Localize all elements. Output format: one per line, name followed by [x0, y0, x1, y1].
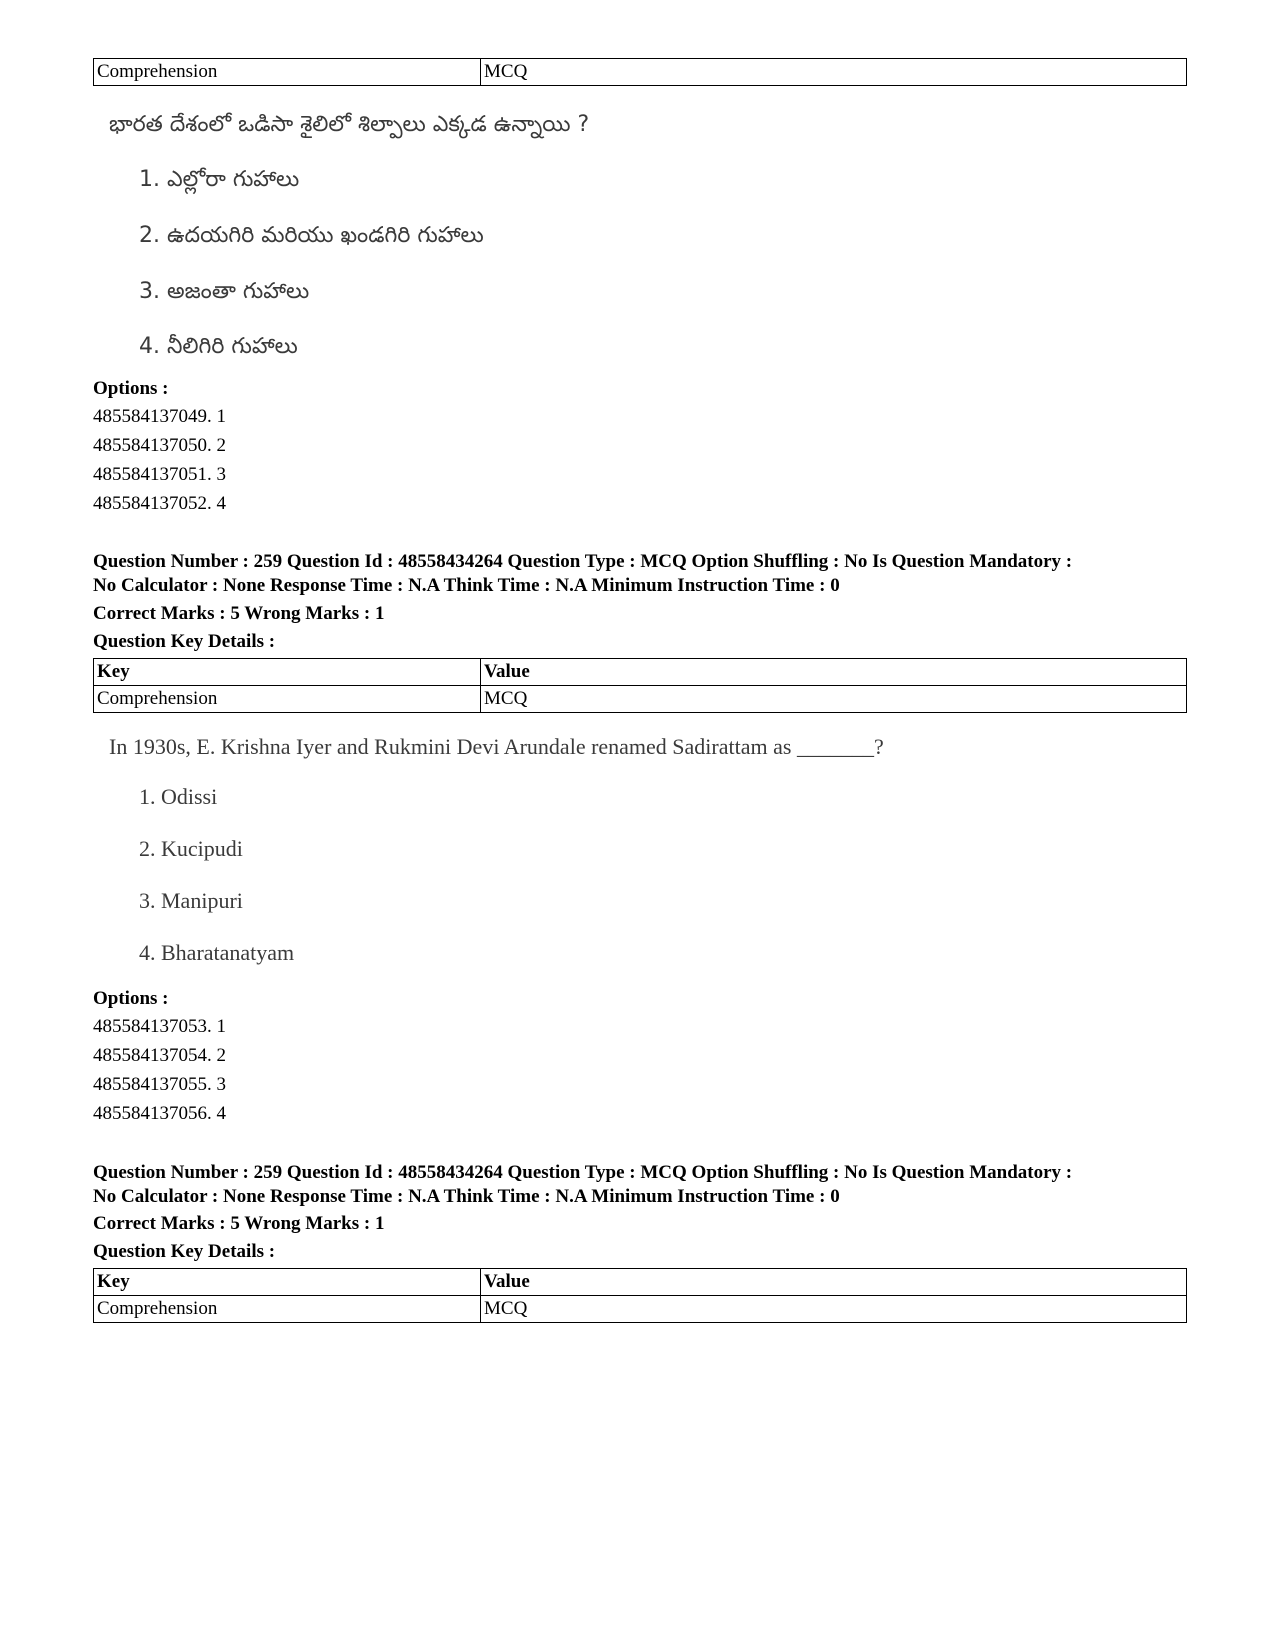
- choice-text: 1. Odissi: [139, 784, 218, 809]
- question-choice: [93, 332, 298, 362]
- option-line: 485584137050. 2: [93, 435, 226, 456]
- question-choice: [93, 938, 294, 968]
- question-meta-line-2: No Calculator : None Response Time : N.A Think Time : N.A Minimum Instruction Time : 0: [93, 1186, 840, 1207]
- question-choice: [93, 277, 309, 307]
- question-choice: [93, 782, 217, 812]
- table-row: [94, 1296, 1187, 1323]
- options-label: Options :: [93, 378, 169, 399]
- table-header-row: [94, 659, 1187, 686]
- option-line: 485584137053. 1: [93, 1016, 226, 1037]
- key-details-table-top: [93, 58, 1187, 86]
- question-meta: [93, 1161, 1193, 1209]
- question-choice: [93, 886, 243, 916]
- choice-text: 4. నీలిగిరి గుహాలు: [139, 334, 298, 359]
- table-header-value: Value: [481, 659, 1187, 686]
- key-details-label: Question Key Details :: [93, 631, 276, 652]
- question-choice: [93, 165, 299, 195]
- question-meta-line-2: No Calculator : None Response Time : N.A Think Time : N.A Minimum Instruction Time : 0: [93, 575, 840, 596]
- choice-text: 1. ఎల్లోరా గుహాలు: [139, 167, 300, 192]
- table-cell-key: Comprehension: [94, 59, 481, 86]
- question-stem: భారత దేశంలో ఒడిసా శైలిలో శిల్పాలు ఎక్కడ ఉన్నాయి ?: [109, 112, 590, 137]
- choice-text: 2. ఉదయగిరి మరియు ఖండగిరి గుహాలు: [139, 223, 484, 248]
- choice-text: 3. అజంతా గుహాలు: [139, 279, 310, 304]
- table-header-row: [94, 1269, 1187, 1296]
- table-header-key: Key: [94, 1269, 481, 1296]
- option-line: 485584137052. 4: [93, 493, 226, 514]
- table-header-key: Key: [94, 659, 481, 686]
- marks-line: Correct Marks : 5 Wrong Marks : 1: [93, 1213, 385, 1234]
- table-header-value: Value: [481, 1269, 1187, 1296]
- table-cell-value: MCQ: [481, 686, 1187, 713]
- table-cell-key: Comprehension: [94, 686, 481, 713]
- option-line: 485584137051. 3: [93, 464, 226, 485]
- table-row: [94, 59, 1187, 86]
- marks-line: Correct Marks : 5 Wrong Marks : 1: [93, 603, 385, 624]
- question-meta-line-1: Question Number : 259 Question Id : 48558434264 Question Type : MCQ Option Shuffling : No Is Question Mandatory :: [93, 551, 1073, 572]
- question-stem: In 1930s, E. Krishna Iyer and Rukmini Devi Arundale renamed Sadirattam as _______?: [109, 734, 884, 759]
- option-line: 485584137055. 3: [93, 1074, 226, 1095]
- question-image-telugu: [93, 110, 589, 140]
- options-list: [93, 402, 226, 518]
- key-details-label: Question Key Details :: [93, 1241, 276, 1262]
- choice-text: 4. Bharatanatyam: [139, 940, 295, 965]
- table-cell-value: MCQ: [481, 1296, 1187, 1323]
- question-image-english: [93, 732, 884, 762]
- option-line: 485584137049. 1: [93, 406, 226, 427]
- question-choice: [93, 221, 484, 251]
- options-label: Options :: [93, 988, 169, 1009]
- choice-text: 3. Manipuri: [139, 888, 243, 913]
- table-cell-key: Comprehension: [94, 1296, 481, 1323]
- options-list: [93, 1012, 226, 1128]
- key-details-table: [93, 1268, 1187, 1323]
- question-meta: [93, 550, 1193, 598]
- question-choice: [93, 834, 243, 864]
- choice-text: 2. Kucipudi: [139, 836, 243, 861]
- key-details-table: [93, 658, 1187, 713]
- table-cell-value: MCQ: [481, 59, 1187, 86]
- question-meta-line-1: Question Number : 259 Question Id : 48558434264 Question Type : MCQ Option Shuffling : No Is Question Mandatory :: [93, 1162, 1073, 1183]
- option-line: 485584137056. 4: [93, 1103, 226, 1124]
- table-row: [94, 686, 1187, 713]
- option-line: 485584137054. 2: [93, 1045, 226, 1066]
